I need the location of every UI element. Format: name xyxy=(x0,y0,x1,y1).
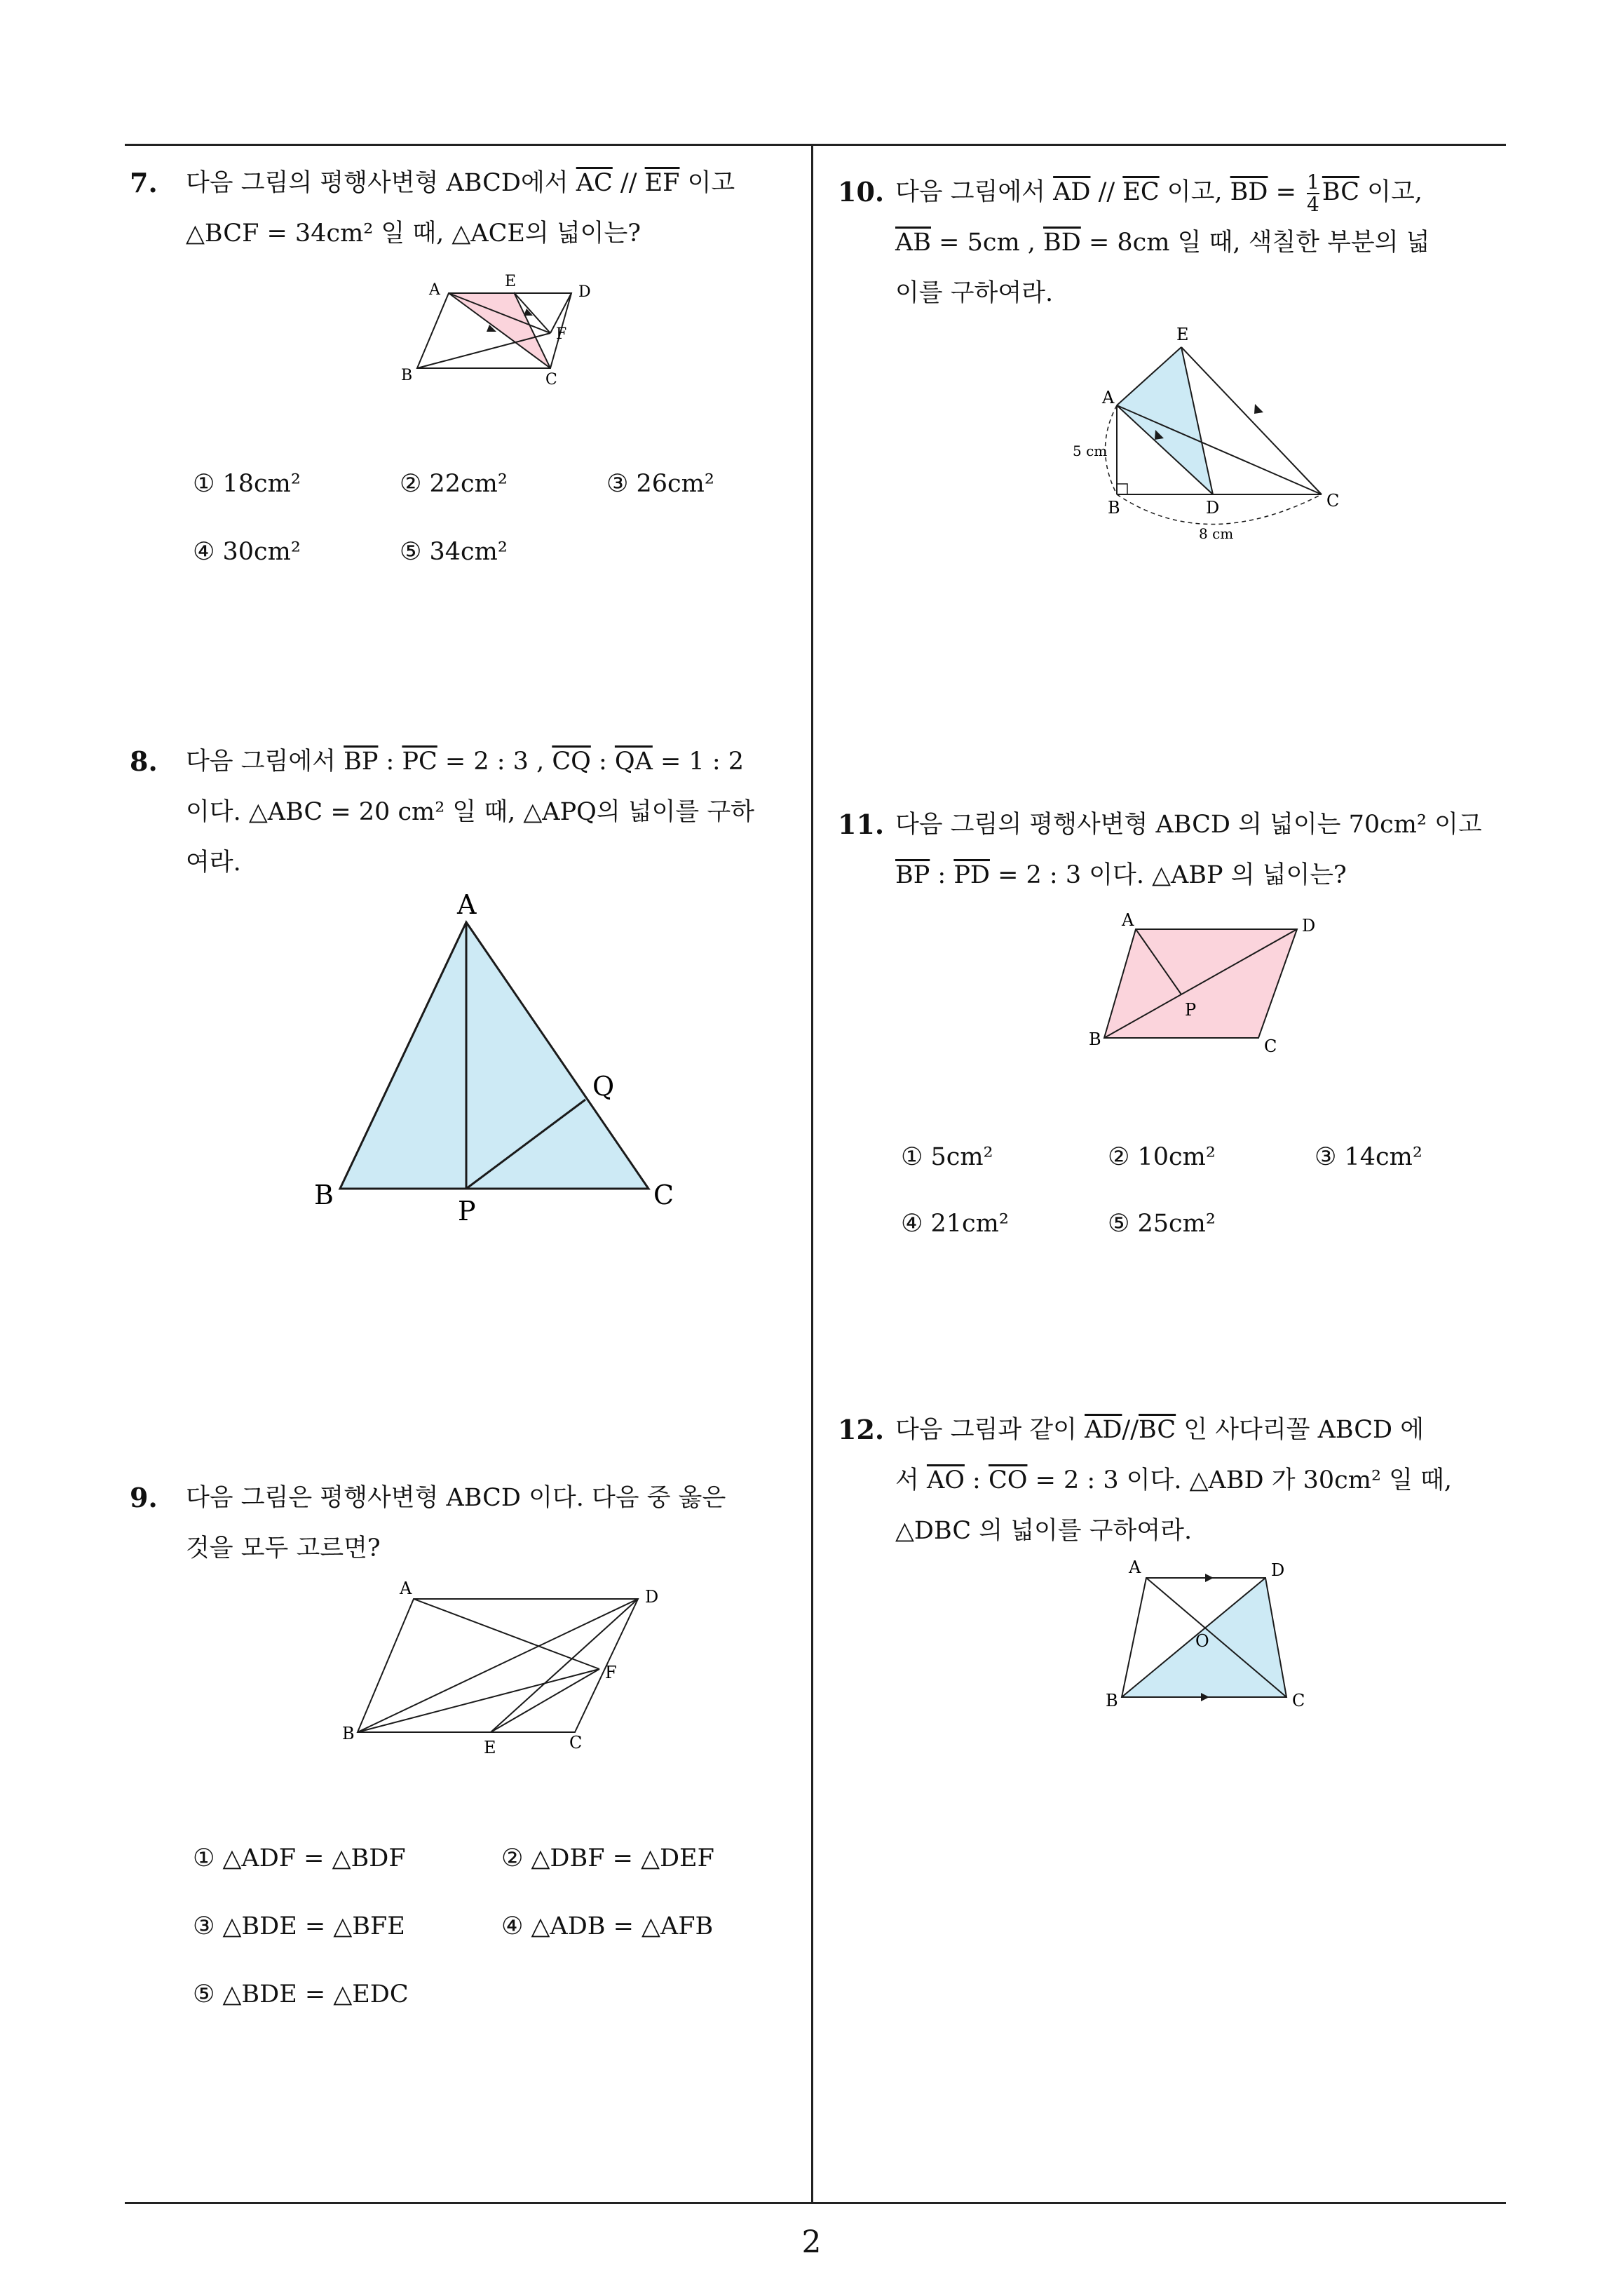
label-d: D xyxy=(645,1587,659,1607)
question-text-line: $\overline{BP}$ : $\overline{PD} = 2$ : 3 이다. △ABP 의 넓이는? xyxy=(895,861,1347,889)
question-text-line: 이다. △ABC = 20 cm² 일 때, △APQ의 넓이를 구하 xyxy=(186,798,754,826)
question-text-line: 다음 그림에서 $\overline{AD} // \overline{EC}$ 이고, $\overline{BD}$ = $\frac{1}{4}$ $\overline{BC}$ 이고, xyxy=(895,170,1422,216)
label-a: A xyxy=(1102,388,1115,407)
choice-3[interactable]: ③ △BDE = △BFE xyxy=(193,1912,405,1940)
question-number: 10. xyxy=(838,176,885,208)
choice-5[interactable]: ⑤ 34cm² xyxy=(400,538,508,566)
question-number: 9. xyxy=(130,1482,158,1513)
question-number: 8. xyxy=(130,745,158,777)
arrow-mark xyxy=(1205,1574,1214,1582)
shaded-triangle-aed xyxy=(1117,347,1213,494)
column-divider xyxy=(811,144,813,2203)
question-text-line: 다음 그림과 같이 $\overline{AD}//\overline{BC}$ 인 사다리꼴 ABCD 에 xyxy=(895,1416,1425,1444)
question-number: 7. xyxy=(130,167,158,198)
figure-q12-trapezoid xyxy=(1104,1553,1329,1715)
choice-3[interactable]: ③ 26cm² xyxy=(606,470,714,498)
label-f: F xyxy=(556,325,567,343)
label-d: D xyxy=(1271,1560,1285,1580)
label-q: Q xyxy=(592,1071,615,1102)
label-a: A xyxy=(429,281,440,299)
label-f: F xyxy=(605,1663,617,1682)
label-a: A xyxy=(1122,910,1134,930)
label-e: E xyxy=(484,1738,496,1757)
choice-2[interactable]: ② 10cm² xyxy=(1108,1143,1216,1171)
label-c: C xyxy=(1326,491,1340,511)
choice-1[interactable]: ① △ADF = △BDF xyxy=(193,1844,406,1872)
figure-q11-parallelogram xyxy=(1083,912,1329,1066)
question-text-line: 서 $\overline{AO}$ : $\overline{CO} = 2$ : 3 이다. △ABD 가 30cm² 일 때, xyxy=(895,1466,1452,1494)
triangle-abc xyxy=(340,922,648,1189)
question-text-line: 이를 구하여라. xyxy=(895,279,1054,307)
figure-q9-parallelogram xyxy=(337,1581,666,1757)
figure-q10-triangle xyxy=(1066,323,1346,547)
label-b: B xyxy=(1108,498,1120,518)
page-number: 2 xyxy=(801,2224,822,2260)
label-d: D xyxy=(578,283,591,301)
segment-ef xyxy=(491,1669,599,1732)
label-p: P xyxy=(1185,1000,1197,1020)
question-number: 12. xyxy=(838,1414,885,1445)
question-text-line: 다음 그림은 평행사변형 ABCD 이다. 다음 중 옳은 xyxy=(186,1484,726,1512)
question-text-line: 다음 그림의 평행사변형 ABCD 의 넓이는 70cm² 이고 xyxy=(895,811,1482,839)
label-a: A xyxy=(400,1579,412,1598)
choice-2[interactable]: ② 22cm² xyxy=(400,470,508,498)
label-p: P xyxy=(458,1196,476,1227)
question-text-line: 다음 그림의 평행사변형 ABCD에서 $\overline{AC} // \overline{EF}$ 이고 xyxy=(186,169,735,197)
label-c: C xyxy=(653,1180,674,1210)
label-c: C xyxy=(1264,1036,1277,1056)
question-number: 11. xyxy=(838,809,885,840)
choice-4[interactable]: ④ △ADB = △AFB xyxy=(501,1912,714,1940)
question-text-line: $\overline{AB} = 5cm$ , $\overline{BD} = 8cm$ 일 때, 색칠한 부분의 넓 xyxy=(895,229,1430,257)
label-d: D xyxy=(1206,498,1220,518)
arrow-mark xyxy=(1254,404,1263,414)
segment-bd xyxy=(358,1599,638,1732)
question-text-line: △BCF = 34cm² 일 때, △ACE의 넓이는? xyxy=(186,220,641,248)
bottom-rule xyxy=(125,2202,1506,2204)
choice-3[interactable]: ③ 14cm² xyxy=(1315,1143,1422,1171)
figure-q8-triangle xyxy=(308,891,687,1227)
label-8cm: 8 cm xyxy=(1199,525,1234,542)
label-b: B xyxy=(401,367,413,384)
segment-bf xyxy=(358,1669,599,1732)
label-a: A xyxy=(457,889,477,920)
choice-4[interactable]: ④ 21cm² xyxy=(901,1210,1009,1238)
label-b: B xyxy=(1106,1691,1118,1710)
top-rule xyxy=(125,144,1506,146)
label-b: B xyxy=(1089,1029,1101,1049)
fraction: $\frac{1}{4}$ xyxy=(1307,170,1319,216)
choice-4[interactable]: ④ 30cm² xyxy=(193,538,301,566)
label-b: B xyxy=(314,1180,334,1210)
question-text-line: △DBC 의 넓이를 구하여라. xyxy=(895,1517,1193,1545)
choice-1[interactable]: ① 5cm² xyxy=(901,1143,993,1171)
question-text-line: 것을 모두 고르면? xyxy=(186,1534,381,1562)
segment-ac xyxy=(1117,405,1322,494)
label-e: E xyxy=(505,273,517,290)
choice-2[interactable]: ② △DBF = △DEF xyxy=(501,1844,714,1872)
question-text-line: 여라. xyxy=(186,849,241,877)
label-o: O xyxy=(1195,1631,1209,1651)
figure-q7-parallelogram xyxy=(393,270,596,389)
label-c: C xyxy=(1292,1691,1305,1710)
choice-1[interactable]: ① 18cm² xyxy=(193,470,301,498)
question-text-line: 다음 그림에서 $\overline{BP}$ : $\overline{PC} = 2$ : 3 , $\overline{CQ}$ : $\overline{QA} = 1$ : 2 xyxy=(186,748,745,776)
label-5cm: 5 cm xyxy=(1073,443,1108,459)
label-e: E xyxy=(1176,325,1189,344)
choice-5[interactable]: ⑤ △BDE = △EDC xyxy=(193,1980,409,2008)
label-b: B xyxy=(342,1724,355,1743)
label-c: C xyxy=(569,1733,583,1753)
label-a: A xyxy=(1129,1558,1141,1577)
label-d: D xyxy=(1302,916,1316,936)
right-angle-mark xyxy=(1117,484,1127,494)
label-c: C xyxy=(545,371,557,389)
choice-5[interactable]: ⑤ 25cm² xyxy=(1108,1210,1216,1238)
